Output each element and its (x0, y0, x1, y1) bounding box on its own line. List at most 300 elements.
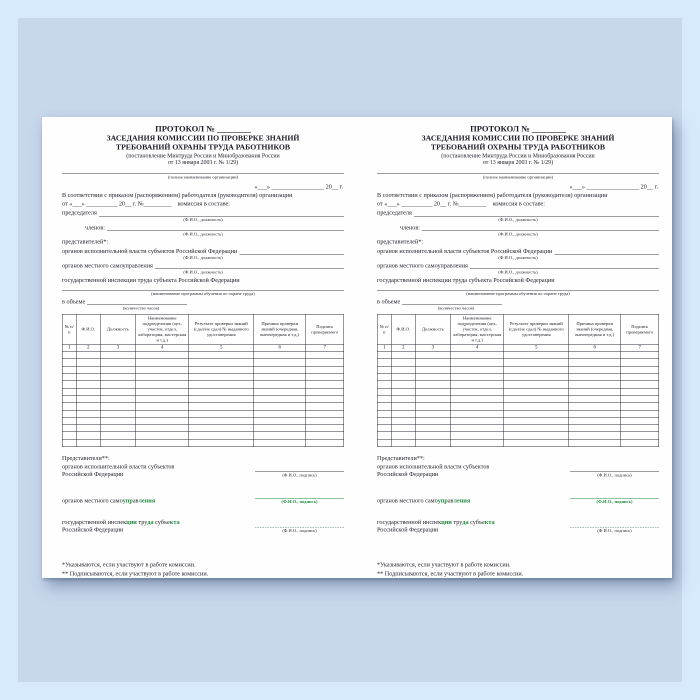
local-government-blank-line (155, 262, 344, 269)
column-number: 2 (391, 344, 415, 352)
table-cell (391, 381, 415, 388)
table-row (62, 410, 344, 417)
footer-exec-authority-text (62, 463, 174, 478)
results-table (62, 314, 344, 447)
table-header-row (377, 314, 659, 344)
table-cell (135, 366, 188, 373)
table-cell (569, 395, 621, 402)
table-row (62, 432, 344, 439)
chairman-label: председателя (377, 209, 412, 217)
table-cell (100, 410, 135, 417)
text-segment: ав (132, 496, 139, 504)
order-date-blank: от «___» __________ 20__ г. №_________ (377, 200, 487, 208)
table-cell (306, 359, 344, 366)
volume-label: в объеме (62, 298, 86, 305)
protocol-title: ПРОТОКОЛ № ________ (470, 124, 566, 134)
fio-position-caption: (Ф.И.О., должность) (183, 216, 223, 222)
table-cell (450, 410, 503, 417)
table-cell (135, 395, 188, 402)
table-cell (189, 359, 254, 366)
table-cell (100, 366, 135, 373)
table-cell (62, 425, 76, 432)
protocol-title-line2: ЗАСЕДАНИЯ КОМИССИИ ПО ПРОВЕРКЕ ЗНАНИЙ (106, 133, 300, 143)
table-cell (306, 425, 344, 432)
table-cell (189, 425, 254, 432)
table-cell (415, 425, 450, 432)
table-cell (415, 395, 450, 402)
text-segment: государственной инспек (377, 518, 442, 526)
footer-exec-line1: органов исполнительной власти субъектов (62, 462, 175, 470)
members-row (377, 224, 659, 231)
signature-caption: (Ф.И.О., подпись) (282, 528, 317, 534)
table-cell (415, 432, 450, 439)
table-cell (621, 403, 659, 410)
table-row (62, 417, 344, 424)
regulation-reference-line2: от 13 января 2003 г. № 1/29) (482, 158, 554, 166)
state-inspection-label: государственной инспекции труда субъекта Российской Федерации (377, 276, 555, 284)
table-cell (76, 410, 100, 417)
table-cell (306, 366, 344, 373)
table-cell (450, 366, 503, 373)
table-cell (62, 352, 76, 359)
footer-local-government-row (377, 493, 659, 504)
fio-position-caption: (Ф.И.О., должность) (183, 269, 223, 275)
table-row (377, 366, 659, 373)
table-cell (62, 374, 76, 381)
column-number: 2 (76, 344, 100, 352)
footer-inspection-line1 (377, 518, 495, 525)
form-page-right (357, 117, 672, 578)
table-cell (189, 374, 254, 381)
table-cell (569, 403, 621, 410)
column-number: 3 (100, 344, 135, 352)
table-cell (100, 417, 135, 424)
exec-authority-blank-line (554, 247, 659, 254)
table-cell (62, 432, 76, 439)
table-cell (135, 417, 188, 424)
table-row (62, 352, 344, 359)
column-header: Подпись проверяемого (306, 314, 344, 344)
table-cell (62, 395, 76, 402)
table-cell (377, 352, 391, 359)
table-cell (504, 381, 569, 388)
footer-local-government-row (62, 493, 344, 504)
table-row (377, 425, 659, 432)
table-cell (569, 374, 621, 381)
table-cell (391, 388, 415, 395)
table-cell (100, 359, 135, 366)
table-cell (306, 432, 344, 439)
volume-blank-line (87, 298, 187, 305)
footer-inspection-line2: Российской Федерации (62, 525, 124, 533)
volume-row (62, 298, 344, 305)
table-cell (391, 425, 415, 432)
table-cell (391, 417, 415, 424)
column-header: Ф.И.О. (391, 314, 415, 344)
table-cell (306, 381, 344, 388)
table-cell (504, 359, 569, 366)
table-cell (504, 432, 569, 439)
signature-blank-line (255, 493, 344, 499)
members-label: членов: (85, 223, 106, 231)
table-cell (621, 352, 659, 359)
table-cell (621, 439, 659, 446)
table-cell (569, 352, 621, 359)
fio-position-caption: (Ф.И.О., должность) (498, 269, 538, 275)
table-cell (306, 352, 344, 359)
footer-representatives-heading: Представители**: (377, 454, 425, 462)
table-cell (415, 417, 450, 424)
column-header: Результат проверки знаний (сдал/не сдал) № выданного удостоверения (504, 314, 569, 344)
signature-block-local-government (570, 493, 659, 504)
table-cell (569, 381, 621, 388)
text-segment: упр (122, 496, 133, 504)
table-cell (62, 439, 76, 446)
regulation-reference-line2: от 13 января 2003 г. № 1/29) (167, 158, 239, 166)
table-cell (621, 410, 659, 417)
table-cell (415, 359, 450, 366)
signature-caption: (Ф.И.О., подпись) (596, 499, 633, 505)
signature-block-state-inspection (570, 522, 659, 533)
fio-position-caption: (Ф.И.О., должность) (183, 254, 223, 260)
table-cell (377, 403, 391, 410)
table-cell (621, 432, 659, 439)
text-segment: государственной инспек (62, 518, 127, 526)
table-cell (254, 381, 306, 388)
table-cell (135, 403, 188, 410)
state-inspection-label: государственной инспекции труда субъекта Российской Федерации (62, 276, 240, 284)
document-sheet (42, 117, 672, 578)
table-cell (306, 410, 344, 417)
text-segment: упр (437, 496, 448, 504)
column-number: 7 (306, 344, 344, 352)
table-cell (377, 417, 391, 424)
table-row (62, 439, 344, 446)
table-cell (189, 432, 254, 439)
table-cell (569, 359, 621, 366)
table-cell (377, 366, 391, 373)
sheet-pages-container (42, 117, 672, 578)
table-cell (621, 381, 659, 388)
table-cell (189, 388, 254, 395)
table-cell (62, 366, 76, 373)
footer-local-government-text (377, 497, 470, 504)
volume-caption: (количество часов) (437, 305, 475, 311)
text-segment: кта (484, 518, 495, 526)
table-row (62, 403, 344, 410)
column-header: Наименование подразделения (цех, участок, отдел, лаборатория, мастерская и т.д.) (450, 314, 503, 344)
footer-representatives-heading: Представители**: (62, 454, 110, 462)
signature-caption: (Ф.И.О., подпись) (282, 472, 317, 478)
table-cell (189, 417, 254, 424)
table-cell (62, 417, 76, 424)
intro-line-1: В соответствии с приказом (распоряжением) работодателя (руководителя) организации (377, 191, 608, 199)
chairman-blank-line (99, 209, 344, 216)
table-cell (391, 410, 415, 417)
local-government-blank-line (470, 262, 659, 269)
table-cell (504, 388, 569, 395)
table-cell (306, 439, 344, 446)
table-cell (254, 366, 306, 373)
table-cell (377, 388, 391, 395)
table-cell (189, 410, 254, 417)
protocol-title-line2: ЗАСЕДАНИЯ КОМИССИИ ПО ПРОВЕРКЕ ЗНАНИЙ (421, 133, 615, 143)
intro-line-2 (62, 200, 344, 207)
volume-row (377, 298, 659, 305)
table-cell (569, 410, 621, 417)
column-header: Наименование подразделения (цех, участок, отдел, лаборатория, мастерская и т.д.) (135, 314, 188, 344)
table-cell (254, 374, 306, 381)
table-cell (135, 374, 188, 381)
table-column-number-row (377, 344, 659, 352)
table-cell (62, 410, 76, 417)
table-cell (377, 359, 391, 366)
table-row (62, 359, 344, 366)
table-row (377, 359, 659, 366)
table-row (62, 395, 344, 402)
table-cell (306, 374, 344, 381)
volume-label: в объеме (377, 298, 401, 305)
table-cell (100, 352, 135, 359)
text-segment: тру (136, 518, 148, 526)
order-date-blank: от «___» __________ 20__ г. №_________ (62, 200, 172, 208)
table-cell (76, 381, 100, 388)
column-header: Должность (415, 314, 450, 344)
table-cell (504, 395, 569, 402)
table-cell (450, 352, 503, 359)
column-header: Должность (100, 314, 135, 344)
column-header: № п/п (377, 314, 391, 344)
table-cell (189, 366, 254, 373)
table-cell (450, 432, 503, 439)
column-number: 1 (62, 344, 76, 352)
table-cell (450, 381, 503, 388)
table-cell (76, 403, 100, 410)
footer-exec-authority-text (377, 463, 489, 478)
organization-name-caption: (полное наименование организации) (167, 174, 239, 180)
chairman-row (377, 209, 659, 216)
background-mat (18, 18, 682, 682)
table-cell (254, 425, 306, 432)
table-cell (569, 425, 621, 432)
table-row (377, 417, 659, 424)
table-cell (504, 410, 569, 417)
exec-authority-label: органов исполнительной власти субъектов Российской Федерации (377, 247, 553, 255)
representatives-label: представителей*: (62, 238, 109, 246)
footer-exec-line2: Российской Федерации (377, 470, 439, 478)
table-cell (254, 388, 306, 395)
table-cell (135, 425, 188, 432)
table-cell (254, 410, 306, 417)
footer-inspection-line2: Российской Федерации (377, 525, 439, 533)
footer-state-inspection-row (62, 518, 344, 533)
text-segment: ции (441, 518, 452, 526)
table-cell (504, 374, 569, 381)
fio-position-caption: (Ф.И.О., должность) (183, 231, 223, 237)
table-cell (377, 432, 391, 439)
table-cell (62, 381, 76, 388)
table-cell (569, 439, 621, 446)
signature-block-local-government (255, 493, 344, 504)
table-cell (391, 439, 415, 446)
members-blank-line (107, 224, 344, 231)
table-row (62, 366, 344, 373)
table-cell (391, 366, 415, 373)
table-cell (76, 425, 100, 432)
table-cell (450, 417, 503, 424)
exec-authority-blank-line (239, 247, 344, 254)
table-cell (621, 366, 659, 373)
table-cell (450, 359, 503, 366)
chairman-label: председателя (62, 209, 97, 217)
intro-line-2 (377, 200, 659, 207)
local-government-row (62, 262, 344, 269)
table-cell (377, 410, 391, 417)
table-cell (135, 352, 188, 359)
table-cell (76, 352, 100, 359)
table-cell (76, 374, 100, 381)
program-name-caption: (наименование программы обучения по охране труда) (151, 290, 255, 296)
table-cell (504, 425, 569, 432)
table-column-number-row (62, 344, 344, 352)
column-number: 3 (415, 344, 450, 352)
table-cell (391, 352, 415, 359)
table-cell (135, 381, 188, 388)
table-cell (135, 388, 188, 395)
table-row (377, 439, 659, 446)
organization-name-caption: (полное наименование организации) (482, 174, 554, 180)
table-cell (189, 352, 254, 359)
signature-blank-line (570, 522, 659, 528)
regulation-reference-line1: (постановление Минтруда России и Минобразования России (126, 151, 280, 159)
table-cell (254, 432, 306, 439)
column-header: Подпись проверяемого (621, 314, 659, 344)
table-cell (100, 425, 135, 432)
table-cell (391, 432, 415, 439)
protocol-date-blank: «___» _________________ 20__ г. (569, 183, 658, 191)
table-cell (569, 388, 621, 395)
table-row (377, 410, 659, 417)
table-row (377, 352, 659, 359)
text-segment: органов местного само (377, 496, 438, 504)
results-table (377, 314, 659, 447)
table-cell (377, 425, 391, 432)
text-segment: кта (169, 518, 180, 526)
table-cell (621, 359, 659, 366)
table-cell (254, 395, 306, 402)
table-cell (189, 403, 254, 410)
table-cell (306, 403, 344, 410)
chairman-blank-line (414, 209, 659, 216)
table-row (377, 374, 659, 381)
column-number: 6 (569, 344, 621, 352)
table-cell (254, 352, 306, 359)
footer-exec-authority-row (62, 463, 344, 478)
table-cell (189, 381, 254, 388)
commission-composition-label: комиссия в составе: (177, 200, 230, 208)
table-cell (415, 388, 450, 395)
column-header: Причина проверки знаний (очередная, внеочередная и т.д.) (569, 314, 621, 344)
protocol-date-blank: «___» _________________ 20__ г. (254, 183, 343, 191)
text-segment: субъе (468, 518, 485, 526)
table-cell (450, 403, 503, 410)
footer-exec-line2: Российской Федерации (62, 470, 124, 478)
table-cell (100, 374, 135, 381)
program-name-caption: (наименование программы обучения по охране труда) (466, 290, 570, 296)
table-cell (76, 417, 100, 424)
table-cell (415, 403, 450, 410)
table-cell (254, 417, 306, 424)
table-cell (76, 359, 100, 366)
table-cell (415, 381, 450, 388)
members-label: членов: (400, 223, 421, 231)
table-cell (391, 359, 415, 366)
table-row (377, 395, 659, 402)
table-cell (377, 439, 391, 446)
footer-local-government-text (62, 497, 155, 504)
protocol-title-line3: ТРЕБОВАНИЙ ОХРАНЫ ТРУДА РАБОТНИКОВ (430, 143, 606, 152)
form-page-left (42, 117, 357, 578)
table-cell (415, 439, 450, 446)
table-cell (377, 381, 391, 388)
table-cell (100, 395, 135, 402)
table-row (377, 432, 659, 439)
table-cell (306, 388, 344, 395)
exec-authority-label: органов исполнительной власти субъектов Российской Федерации (62, 247, 238, 255)
volume-blank-line (402, 298, 502, 305)
table-cell (100, 432, 135, 439)
table-cell (504, 352, 569, 359)
table-cell (450, 395, 503, 402)
local-government-label: органов местного самоуправления (62, 262, 153, 270)
table-cell (391, 374, 415, 381)
regulation-reference-line1: (постановление Минтруда России и Минобразования России (441, 151, 595, 159)
table-cell (621, 395, 659, 402)
text-segment: субъе (153, 518, 170, 526)
table-row (377, 381, 659, 388)
representatives-label: представителей*: (377, 238, 424, 246)
signature-caption: (Ф.И.О., подпись) (281, 499, 318, 505)
members-blank-line (422, 224, 659, 231)
table-cell (621, 417, 659, 424)
footnote-1: *Указываются, если участвуют в работе комиссии. (62, 561, 196, 569)
column-number: 5 (504, 344, 569, 352)
footer-exec-line1: органов исполнительной власти субъектов (377, 462, 490, 470)
table-cell (504, 417, 569, 424)
table-cell (189, 439, 254, 446)
signature-blank-line (255, 467, 344, 473)
column-number: 1 (377, 344, 391, 352)
table-cell (100, 439, 135, 446)
table-cell (450, 425, 503, 432)
table-cell (621, 374, 659, 381)
table-cell (135, 439, 188, 446)
column-number: 5 (189, 344, 254, 352)
local-government-row (377, 262, 659, 269)
footer-inspection-line1 (62, 518, 180, 525)
exec-authority-row (377, 247, 659, 254)
table-cell (100, 403, 135, 410)
text-segment: ления (138, 496, 156, 504)
table-cell (62, 403, 76, 410)
table-header-row (62, 314, 344, 344)
column-number: 4 (450, 344, 503, 352)
table-cell (569, 432, 621, 439)
table-cell (76, 388, 100, 395)
table-cell (100, 381, 135, 388)
footer-state-inspection-text (62, 518, 180, 533)
commission-composition-label: комиссия в составе: (492, 200, 545, 208)
